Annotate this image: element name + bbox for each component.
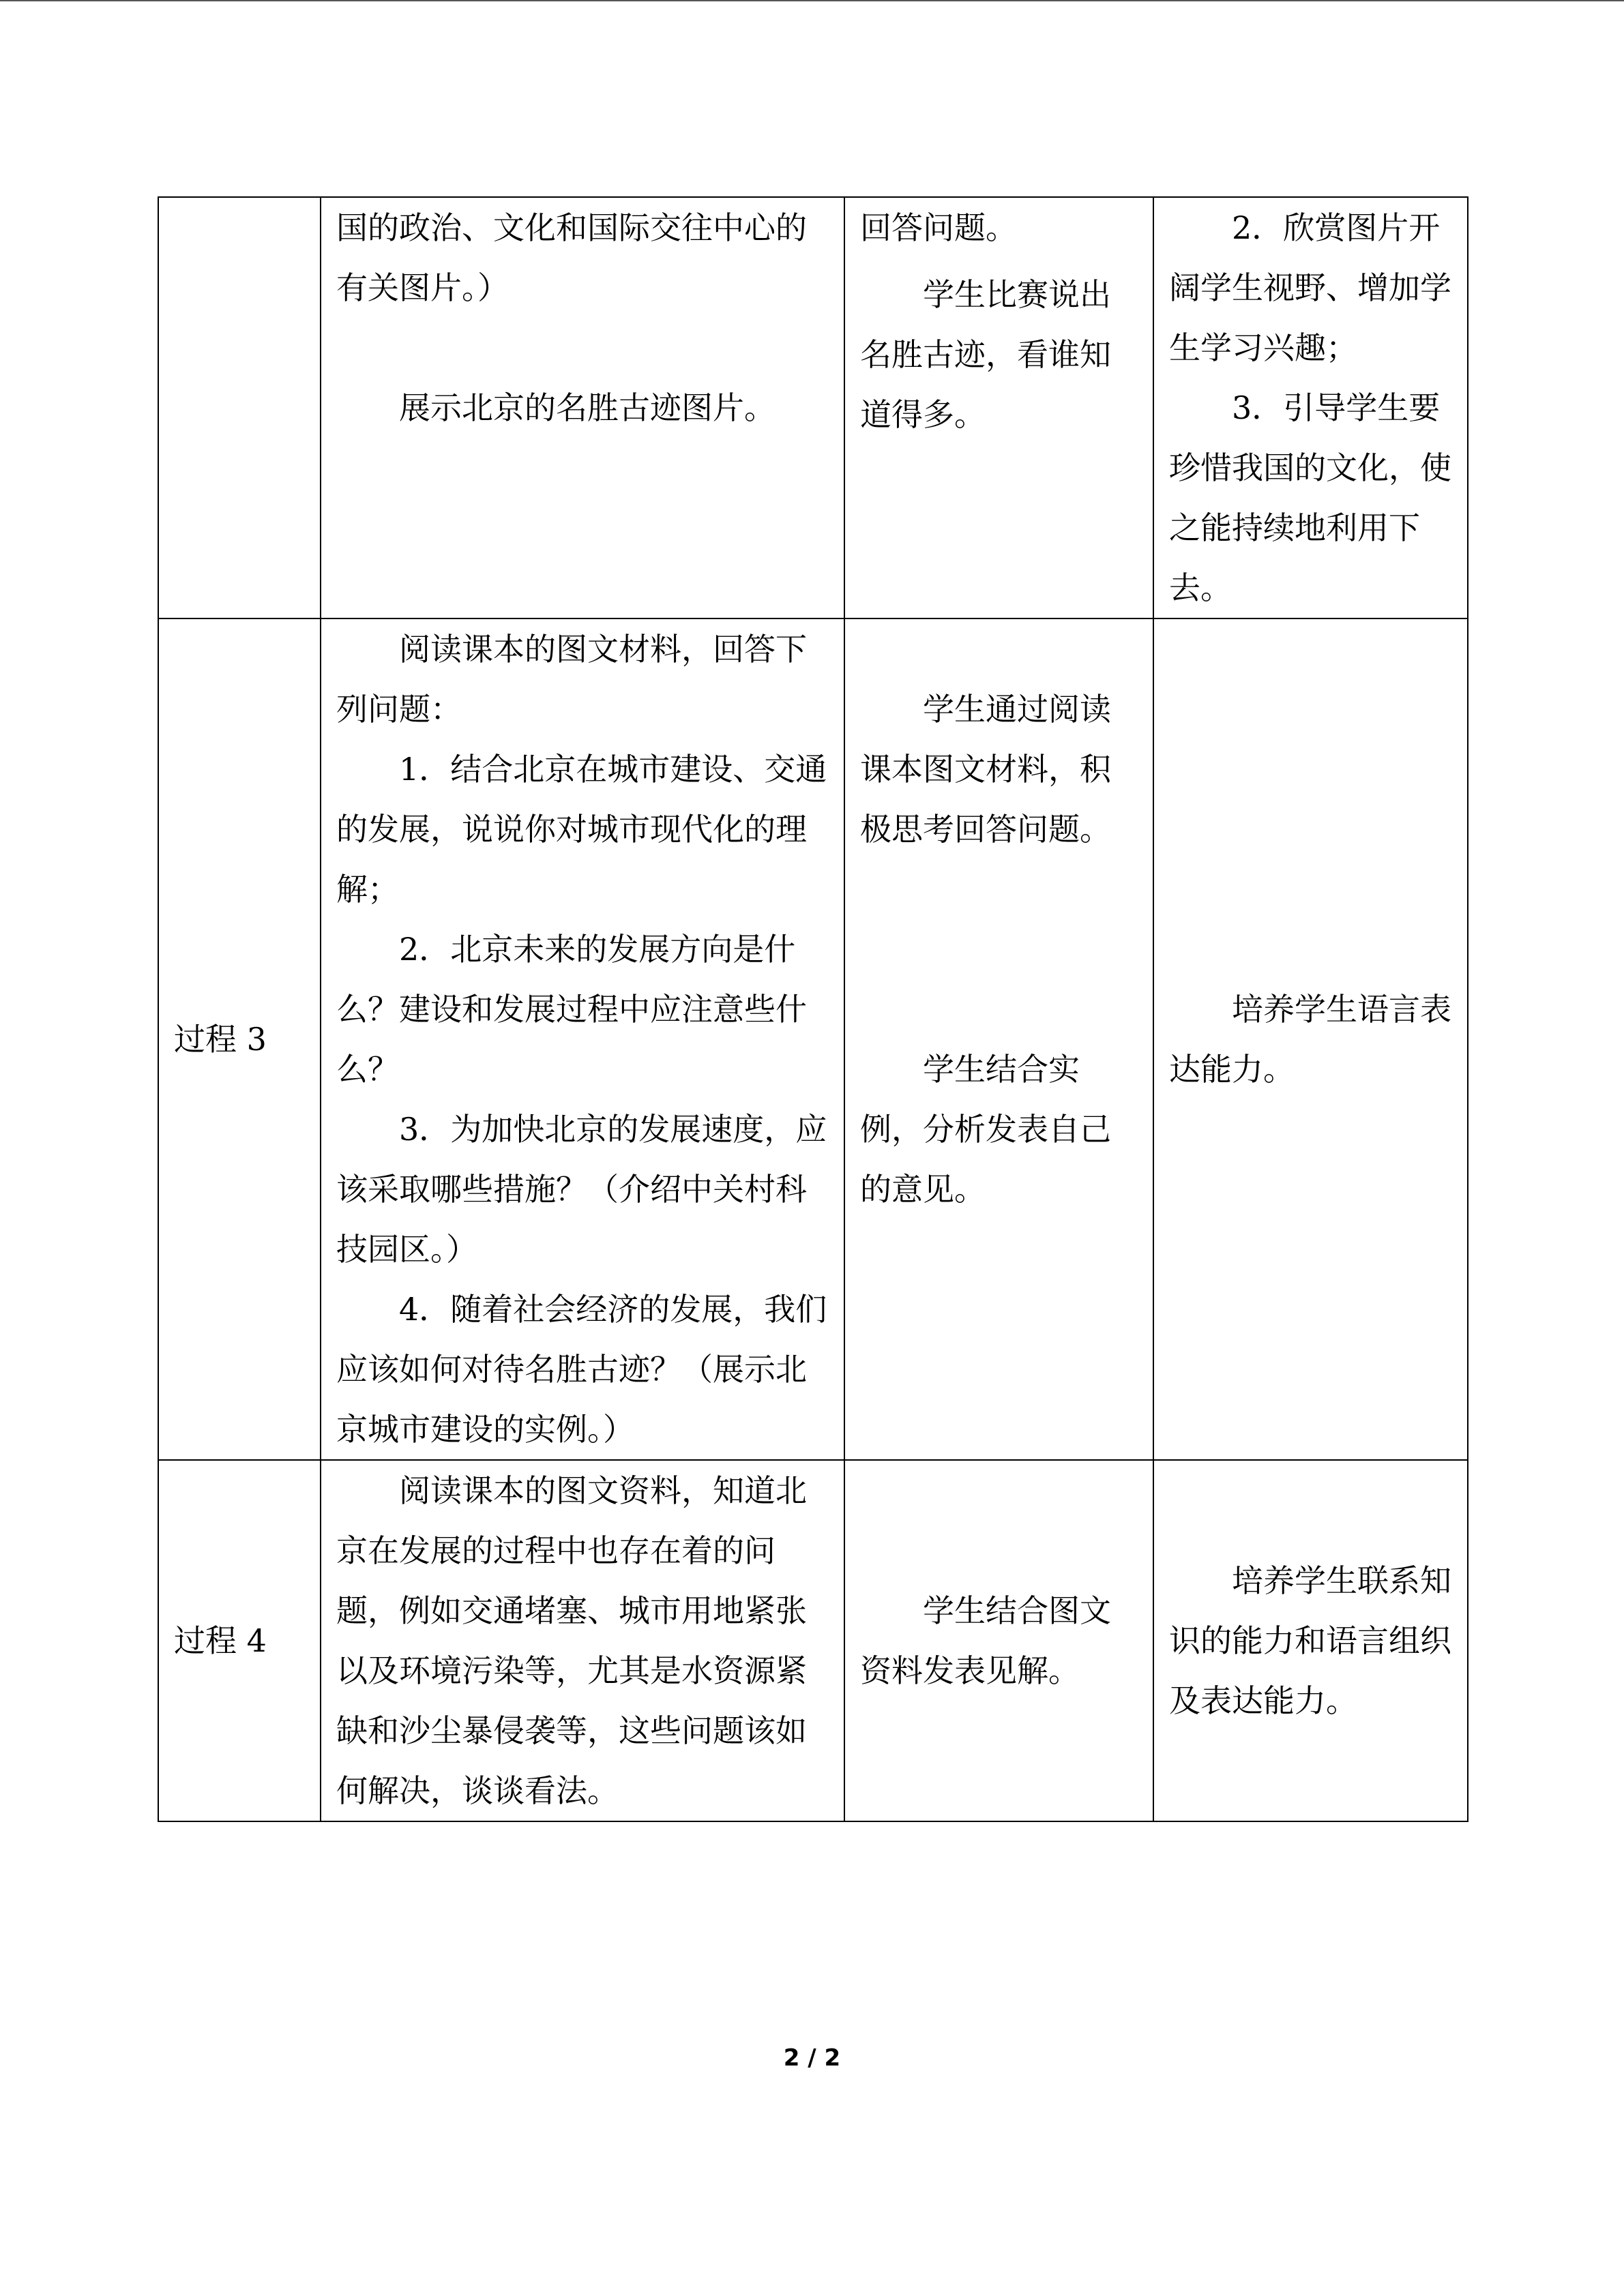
design-intent-cell	[1153, 1460, 1468, 1821]
stage-cell: 过程 3	[158, 618, 321, 1460]
teacher-text: 3．为加快北京的发展速度，应该采取哪些措施？（介绍中关村科技园区。）	[336, 1111, 827, 1268]
table-row	[158, 197, 1468, 618]
intent-text: 3．引导学生要珍惜我国的文化，使之能持续地利用下去。	[1169, 389, 1451, 606]
teacher-activity-cell	[321, 197, 844, 618]
teacher-text: 4．随着社会经济的发展，我们应该如何对待名胜古迹？（展示北京城市建设的实例。）	[336, 1291, 827, 1448]
stage-cell	[158, 197, 321, 618]
student-text: 回答问题。	[860, 209, 1017, 246]
page-number: 2 / 2	[783, 2044, 841, 2072]
table-row	[158, 1460, 1468, 1821]
stage-cell: 过程 4	[158, 1460, 321, 1821]
teacher-activity-cell	[321, 618, 844, 1460]
student-text: 学生通过阅读课本图文材料，积极思考回答问题。	[860, 691, 1111, 848]
teacher-text: 展示北京的名胜古迹图片。	[399, 389, 776, 426]
design-intent-cell	[1153, 197, 1468, 618]
student-activity-cell	[844, 197, 1153, 618]
teacher-text: 国的政治、文化和国际交往中心的有关图片。）	[336, 209, 807, 306]
student-text: 学生结合实例，分析发表自己的意见。	[860, 1051, 1111, 1208]
page-top-edge	[0, 0, 1624, 1]
teacher-text: 1．结合北京在城市建设、交通的发展，说说你对城市现代化的理解；	[336, 751, 827, 908]
teacher-text: 2．北京未来的发展方向是什么？建设和发展过程中应注意些什么？	[336, 931, 807, 1088]
intent-text: 2．欣赏图片开阔学生视野、增加学生学习兴趣；	[1169, 209, 1451, 366]
intent-text: 培养学生语言表达能力。	[1169, 991, 1451, 1088]
teacher-text: 阅读课本的图文材料，回答下列问题：	[336, 631, 807, 728]
table-row	[158, 618, 1468, 1460]
teacher-text: 阅读课本的图文资料，知道北京在发展的过程中也存在着的问题，例如交通堵塞、城市用地紧张以及环境污染等，尤其是水资源紧缺和沙尘暴侵袭等，这些问题该如何解决，谈谈看法。	[336, 1472, 807, 1809]
teacher-activity-cell	[321, 1460, 844, 1821]
student-activity-cell	[844, 1460, 1153, 1821]
design-intent-cell	[1153, 618, 1468, 1460]
lesson-plan-table	[158, 196, 1468, 1822]
student-activity-cell	[844, 618, 1153, 1460]
intent-text: 培养学生联系知识的能力和语言组织及表达能力。	[1169, 1562, 1451, 1719]
student-text: 学生比赛说出名胜古迹，看谁知道得多。	[860, 276, 1111, 433]
student-text: 学生结合图文资料发表见解。	[860, 1592, 1111, 1689]
